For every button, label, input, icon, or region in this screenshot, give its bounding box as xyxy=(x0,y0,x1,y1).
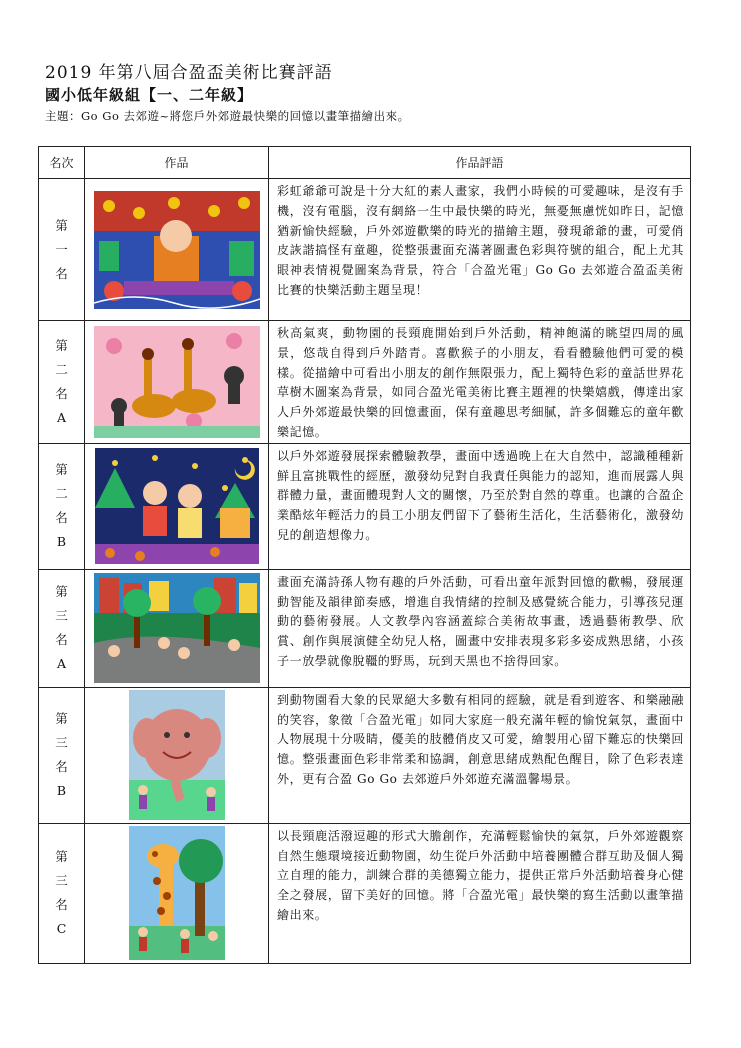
rank-char: 三 xyxy=(55,735,68,751)
artwork-cell xyxy=(85,179,269,321)
table-row xyxy=(39,179,691,321)
artwork-cell xyxy=(85,823,269,963)
rank-char: 三 xyxy=(55,608,68,624)
review-cell: 到動物園看大象的民眾絕大多數有相同的經驗，就是看到遊客、和樂融融的笑容，象徵「合盈光電」如同大家庭一般充滿年輕的愉悅氣氛，畫面中人物展現十分吸睛，優美的肢體俏皮又可愛，繪製用心留下難忘的快樂回憶。整張畫面色彩非常柔和協調，創意思緒成熟配色醒目，除了色彩表達外，更有合盈 Go Go 去郊遊戶外郊遊充滿溫馨場景。 xyxy=(269,687,691,823)
table-row xyxy=(39,569,691,687)
rank-char: A xyxy=(56,409,67,425)
rank-char: 二 xyxy=(55,361,68,377)
document-title: 2019 年第八屆合盈盃美術比賽評語 xyxy=(45,63,333,83)
rank-char: 第 xyxy=(55,337,68,353)
table-row xyxy=(39,687,691,823)
award-table xyxy=(38,146,691,964)
table-row xyxy=(39,443,691,569)
rank-char: A xyxy=(56,656,67,672)
rank-char: 第 xyxy=(55,462,68,478)
rank-char: 三 xyxy=(55,873,68,889)
review-cell: 以長頸鹿活潑逗趣的形式大膽創作，充滿輕鬆愉快的氣氛，戶外郊遊觀察自然生態環境接近動物園，幼生從戶外活動中培養團體合群互助及個人獨立自理的能力，訓練合群的美德獨立能力，提供正常戶外活動培養身心健全之發展，留下美好的回憶。將「合盈光電」最快樂的寫生活動以畫筆描繪出來。 xyxy=(269,823,691,963)
rank-char: B xyxy=(56,534,67,550)
artwork-cell xyxy=(85,569,269,687)
rank-char: 名 xyxy=(55,897,68,913)
artwork-cell xyxy=(85,687,269,823)
rank-cell xyxy=(39,569,85,687)
header-rank: 名次 xyxy=(39,147,85,179)
rank-char: 名 xyxy=(55,265,68,281)
rank-cell xyxy=(39,823,85,963)
artwork-cell xyxy=(85,321,269,444)
review-cell: 彩虹爺爺可說是十分大紅的素人畫家，我們小時候的可愛趣味，是沒有手機，沒有電腦，沒有網絡一生中最快樂的時光，無憂無慮恍如昨日，記憶猶新愉快經驗，戶外郊遊歡樂的時光的描繪主題，發現爺爺的畫，可愛俏皮詼諧搞怪有童趣，從整張畫面充滿著圖畫色彩與符號的組合，配上尤其眼神表情視覺圖案為背景，符合「合盈光電」Go Go 去郊遊合盈盃美術比賽的快樂活動主題呈現！ xyxy=(269,179,691,321)
header-artwork: 作品 xyxy=(85,147,269,179)
group-subtitle: 國小低年級組【一、二年級】 xyxy=(45,86,254,104)
rank-char: C xyxy=(56,921,67,937)
painting-grandpa-icon xyxy=(94,191,260,309)
artwork-cell xyxy=(85,443,269,569)
contest-theme: 主題：Go Go 去郊遊~將您戶外郊遊最快樂的回憶以畫筆描繪出來。 xyxy=(45,109,410,123)
painting-elephant-icon xyxy=(129,690,225,820)
rank-char: 名 xyxy=(55,759,68,775)
rank-char: 第 xyxy=(55,217,68,233)
table-header-row xyxy=(39,147,691,179)
painting-night-kids-icon xyxy=(95,448,259,564)
header-review: 作品評語 xyxy=(269,147,691,179)
rank-char: 第 xyxy=(55,584,68,600)
table-row xyxy=(39,823,691,963)
rank-char: B xyxy=(56,783,67,799)
rank-char: 第 xyxy=(55,849,68,865)
rank-char: 名 xyxy=(55,632,68,648)
rank-cell xyxy=(39,443,85,569)
painting-city-play-icon xyxy=(94,573,260,683)
rank-char: 一 xyxy=(55,241,68,257)
rank-char: 名 xyxy=(55,385,68,401)
rank-char: 名 xyxy=(55,510,68,526)
review-cell: 秋高氣爽，動物園的長頸鹿開始到戶外活動，精神飽滿的眺望四周的風景，悠哉自得到戶外踏青。喜歡猴子的小朋友，看看體驗他們可愛的模樣。從描繪中可看出小朋友的創作無限張力，配上獨特色彩的童話世界花草樹木圖案為背景，如同合盈光電美術比賽主題裡的快樂嬉戲，傳達出家人戶外郊遊最快樂的回憶畫面，保有童趣思考細膩，許多個難忘的童年歡樂記憶。 xyxy=(269,321,691,444)
rank-cell xyxy=(39,321,85,444)
painting-giraffes-icon xyxy=(94,326,260,438)
rank-char: 第 xyxy=(55,711,68,727)
table-row xyxy=(39,321,691,444)
rank-char: 二 xyxy=(55,486,68,502)
painting-giraffe-tree-icon xyxy=(129,826,225,960)
review-cell: 以戶外郊遊發展探索體驗教學，畫面中透過晚上在大自然中，認識種種新鮮且富挑戰性的經歷，激發幼兒對自我責任與能力的認知，進而展露人與群體力量，畫面體現對人文的關懷，乃至於對自然的尊重。也讓的合盈企業酷炫年輕活力的員工小朋友們留下了藝術生活化，生活藝術化，激發幼兒的創造想像力。 xyxy=(269,443,691,569)
review-cell: 畫面充滿詩孫人物有趣的戶外活動，可看出童年派對回憶的歡暢，發展運動智能及韻律節奏感，增進自我情緒的控制及感覺統合能力，引導孩兒運動的藝術發展。人文教學內容涵蓋綜合美術故事畫，透過藝術教學、欣賞、創作與展演健全幼兒人格，圖畫中安排表現多彩多姿成熟思緒，小孩子一放學就像脫韁的野馬，玩到天黑也不捨得回家。 xyxy=(269,569,691,687)
rank-cell xyxy=(39,687,85,823)
rank-cell xyxy=(39,179,85,321)
